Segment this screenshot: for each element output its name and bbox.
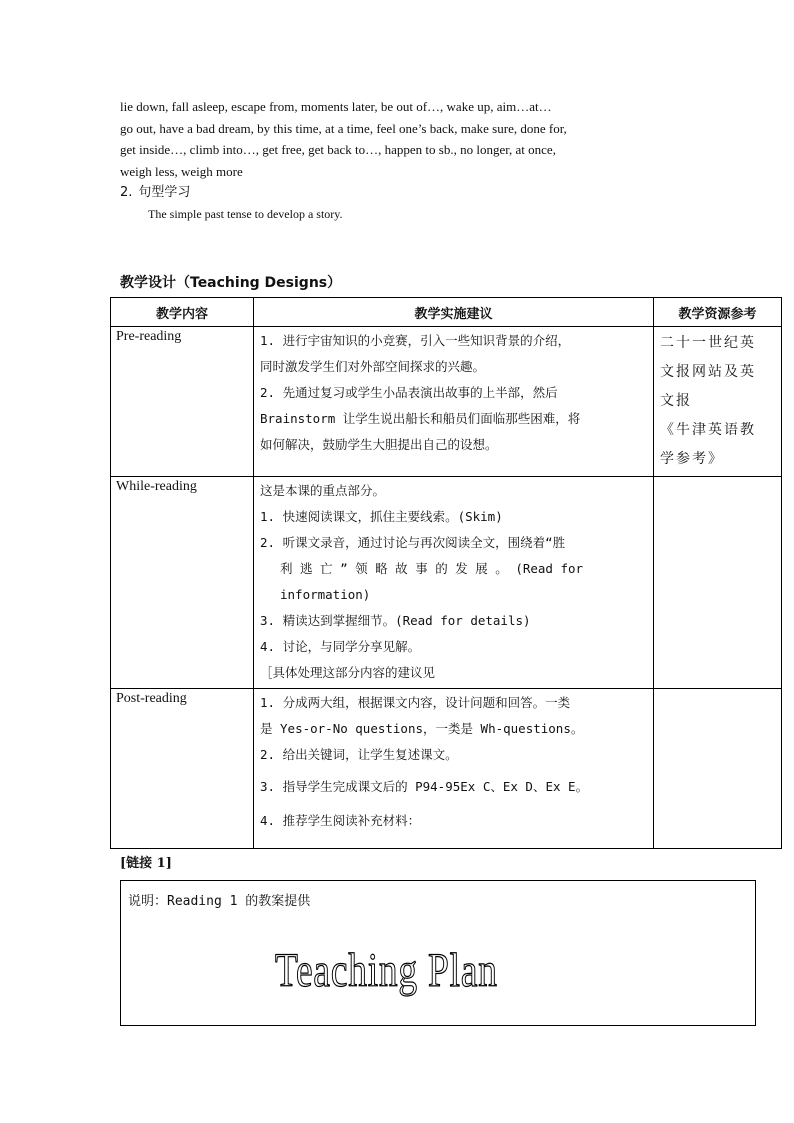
suggestion-line: 2. 先通过复习或学生小品表演出故事的上半部，然后 xyxy=(260,385,558,400)
stage-cell: Pre-reading xyxy=(111,327,254,477)
design-title: 教学设计（Teaching Designs） xyxy=(120,275,342,291)
table-header-row xyxy=(111,298,782,327)
suggestion-line: 是 Yes-or-No questions，一类是 Wh-questions。 xyxy=(260,721,584,736)
header-content: 教学内容 xyxy=(111,298,254,327)
stage-cell: While-reading xyxy=(111,477,254,689)
link-label: [链接 1] xyxy=(120,856,172,871)
suggestion-line: 2. 给出关键词，让学生复述课文。 xyxy=(260,747,458,762)
suggestion-line: 这是本课的重点部分。 xyxy=(260,483,386,498)
resources-cell xyxy=(654,689,782,849)
suggestion-line: 4. 讨论，与同学分享见解。 xyxy=(260,639,421,654)
suggestion-line: 利 逃 亡 ” 领 略 故 事 的 发 展 。 (Read for xyxy=(280,561,584,576)
resources-cell xyxy=(654,477,782,689)
table-row xyxy=(111,327,782,477)
suggestion-line: 2. 听课文录音，通过讨论与再次阅读全文，围绕着“胜 xyxy=(260,535,566,550)
teaching-plan-title: Teaching Plan xyxy=(275,944,498,997)
header-resources: 教学资源参考 xyxy=(654,298,782,327)
teaching-plan-box xyxy=(120,880,756,1026)
suggestion-line: 同时激发学生们对外部空间探求的兴趣。 xyxy=(260,359,486,374)
vocab-line: get inside…, climb into…, get free, get back to…, happen to sb., no longer, at once, xyxy=(120,142,556,157)
vocab-line: lie down, fall asleep, escape from, moments later, be out of…, wake up, aim…at… xyxy=(120,99,552,114)
suggestion-line: ［具体处理这部分内容的建议见 xyxy=(260,665,436,680)
suggestion-line: 1. 进行宇宙知识的小竞赛，引入一些知识背景的介绍， xyxy=(260,333,571,348)
resource-line: 二十一世纪英 xyxy=(660,335,756,351)
suggestions-cell xyxy=(254,689,654,849)
vocab-line: go out, have a bad dream, by this time, at a time, feel one’s back, make sure, done for, xyxy=(120,120,567,136)
resource-line: 文报网站及英 xyxy=(660,364,756,380)
resource-line: 学参考》 xyxy=(660,451,724,467)
table-row xyxy=(111,477,782,689)
suggestion-line: 1. 分成两大组，根据课文内容，设计问题和回答。一类 xyxy=(260,695,571,710)
resource-line: 文报 xyxy=(660,393,692,409)
suggestion-line: 如何解决，鼓励学生大胆提出自己的设想。 xyxy=(260,437,498,452)
suggestions-cell xyxy=(254,477,654,689)
box-note: 说明：Reading 1 的教案提供 xyxy=(128,894,311,909)
stage-cell: Post-reading xyxy=(111,689,254,849)
resources-cell xyxy=(654,327,782,477)
suggestion-line: 4. 推荐学生阅读补充材料： xyxy=(260,813,421,828)
header-suggestions: 教学实施建议 xyxy=(254,298,654,327)
section-2-heading xyxy=(120,181,190,200)
suggestions-cell xyxy=(254,327,654,477)
suggestion-line: Brainstorm 让学生说出船长和船员们面临那些困难，将 xyxy=(260,411,581,426)
section-title: 句型学习 xyxy=(138,185,191,200)
suggestion-line: 3. 指导学生完成课文后的 P94-95Ex C、Ex D、Ex E。 xyxy=(260,779,589,794)
suggestion-line: information) xyxy=(280,587,371,602)
resource-line: 《牛津英语教 xyxy=(660,422,756,438)
suggestion-line: 3. 精读达到掌握细节。(Read for details) xyxy=(260,613,531,628)
section-number: 2. xyxy=(120,185,133,200)
teaching-design-table xyxy=(110,297,782,849)
section-2-content: The simple past tense to develop a story. xyxy=(148,207,343,221)
suggestion-line: 1. 快速阅读课文，抓住主要线索。(Skim) xyxy=(260,509,503,524)
vocab-line: weigh less, weigh more xyxy=(120,163,243,179)
table-row xyxy=(111,689,782,849)
vocabulary-list xyxy=(120,96,720,182)
